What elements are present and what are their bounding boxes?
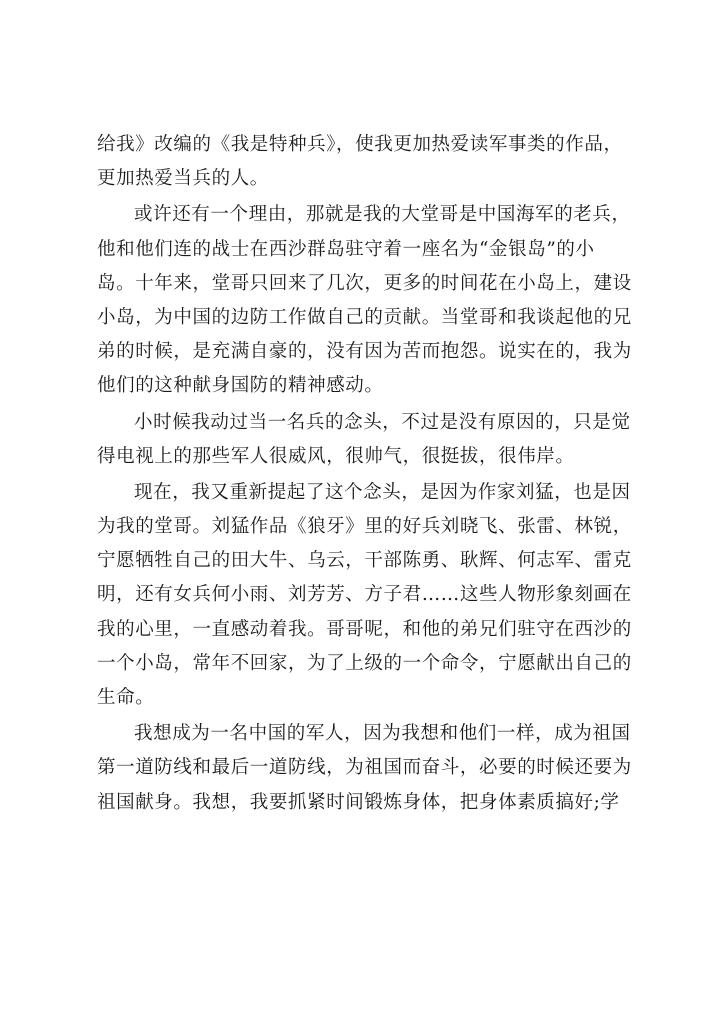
text-line: 更加热爱当兵的人。 bbox=[97, 168, 269, 190]
text-line: 明，还有女兵何小雨、刘芳芳、方子君……这些人物形象刻画在 bbox=[97, 584, 632, 606]
text-line: 给我》改编的《我是特种兵》，使我更加热爱读军事类的作品， bbox=[97, 134, 623, 155]
text-line: 一个小岛，常年不回家，为了上级的一个命令，宁愿献出自己的 bbox=[97, 652, 632, 674]
paragraph-first-line: 小时候我动过当一名兵的念头，不过是没有原因的，只是觉 bbox=[134, 411, 631, 433]
text-line: 得电视上的那些军人很威风，很帅气，很挺拔，很伟岸。 bbox=[97, 445, 575, 467]
text-line: 为我的堂哥。刘猛作品《狼牙》里的好兵刘晓飞、张雷、林锐， bbox=[97, 516, 632, 538]
text-line: 他和他们连的战士在西沙群岛驻守着一座名为“金银岛”的小 bbox=[97, 238, 595, 260]
text-line: 岛。十年来，堂哥只回来了几次，更多的时间花在小岛上，建设 bbox=[97, 272, 632, 294]
paragraph-first-line: 现在，我又重新提起了这个念头，是因为作家刘猛，也是因 bbox=[134, 481, 631, 503]
text-line: 小岛，为中国的边防工作做自己的贡献。当堂哥和我谈起他的兄 bbox=[97, 306, 632, 328]
text-line: 宁愿牺牲自己的田大牛、乌云，干部陈勇、耿辉、何志军、雷克 bbox=[97, 550, 632, 572]
text-line: 祖国献身。我想，我要抓紧时间锻炼身体，把身体素质搞好;学 bbox=[97, 791, 620, 813]
text-line: 生命。 bbox=[97, 687, 155, 708]
text-line: 我的心里，一直感动着我。哥哥呢，和他的弟兄们驻守在西沙的 bbox=[97, 618, 632, 640]
text-line: 弟的时候，是充满自豪的，没有因为苦而抱怨。说实在的，我为 bbox=[97, 341, 632, 363]
paragraph-first-line: 或许还有一个理由，那就是我的大堂哥是中国海军的老兵， bbox=[134, 204, 631, 226]
text-line: 他们的这种献身国防的精神感动。 bbox=[97, 375, 384, 397]
text-line: 第一道防线和最后一道防线，为祖国而奋斗，必要的时候还要为 bbox=[97, 757, 632, 779]
paragraph-first-line: 我想成为一名中国的军人，因为我想和他们一样，成为祖国 bbox=[134, 723, 631, 745]
essay-body bbox=[97, 128, 641, 820]
